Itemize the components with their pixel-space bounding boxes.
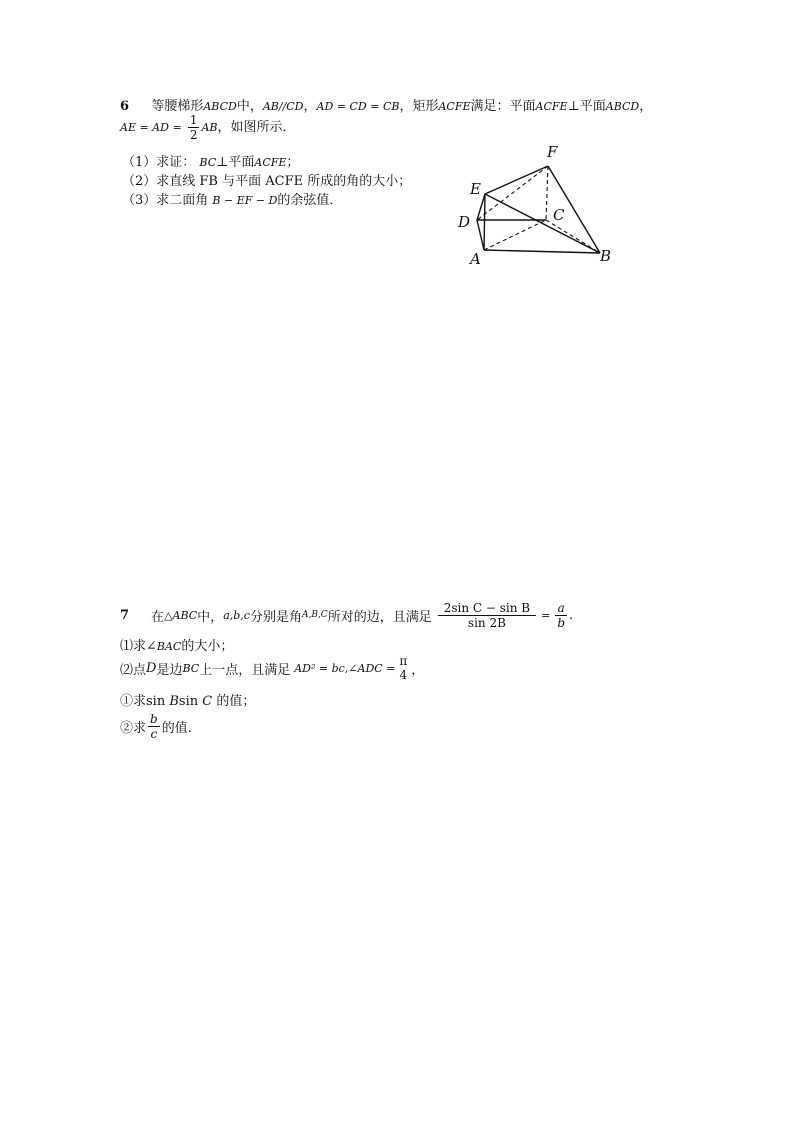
q7-math: B [169,694,179,709]
q6-part2 [122,170,411,189]
q7-pi-fraction [397,654,409,682]
q6-text: ⊥平面 [216,155,255,170]
q6-text: ， [639,99,653,114]
q6-text: （3）求二面角 [122,193,209,208]
q7-period: . [569,607,574,623]
edge-CB-hidden [546,220,600,253]
q7-text: ⑴求∠ [120,639,157,654]
label-C: C [553,206,565,224]
q6-math: ACFE [254,156,287,169]
q6-line2 [120,113,296,142]
q6-part1 [122,151,299,170]
q7-math: A,B,C [301,610,328,620]
q7-frac-num: 2sin C − sin B [438,601,536,616]
q7-pi-num: π [399,654,408,668]
q6-fraction-half [188,113,200,142]
q6-text: （2）求直线 FB 与平面 ACFE 所成的角的大小； [122,174,412,189]
edge-FC-hidden [546,166,548,220]
q6-part3 [122,189,342,208]
q7-text: 上一点，且满足 [199,662,291,678]
q6-text: （1）求证： [122,155,196,170]
q6-math: ACFE [535,100,568,113]
q6-math: AB [201,121,218,134]
q7-text: 在 [151,609,165,625]
label-A: A [470,250,481,268]
q6-math: AD = CD = CB [316,100,400,113]
q6-math: AE = AD = [120,121,182,134]
q7-bc-fraction [148,712,160,741]
q7-bc-den: c [150,726,158,741]
q7-ratio-num: a [555,601,567,616]
q7-text: 的值； [216,694,256,709]
q6-text: ； [286,155,300,170]
q7-math: BC [182,661,200,675]
q7-math: C [202,694,213,709]
q7-text: 所对的边，且满足 [327,609,432,625]
label-B: B [600,247,612,265]
q7-bc-num: b [150,711,158,726]
q7-math: △ABC [164,608,198,622]
q7-text: 分别是角 [249,609,302,625]
q6-line1 [120,95,652,114]
q7-main-fraction [438,601,536,630]
q6-text: 的余弦值． [277,193,343,208]
q7-text: ⑵点 [120,662,147,678]
q6-text: 中， [236,99,263,114]
q7-sub2 [120,706,192,746]
q6-text: 等腰梯形 [151,99,204,114]
q7-text: ①求sin [120,694,166,709]
q7-pi-den: 4 [399,668,408,682]
q7-ratio-fraction [555,601,567,630]
label-E: E [470,180,481,198]
q7-frac-den: sin 2B [467,615,506,630]
q6-frac-den: 2 [189,128,198,142]
q6-frac-num: 1 [189,113,198,127]
q6-number: 6 [120,99,130,114]
q7-text: 中， [197,609,224,625]
q7-part2 [120,648,424,688]
q6-math: ACFE [438,100,471,113]
q6-text: 满足：平面 [470,99,536,114]
q6-math: ABCD [605,100,640,113]
q7-text: ②求 [120,720,147,736]
edge-DA [477,220,484,250]
q7-text: ， [411,662,425,678]
edge-EF [485,166,548,194]
q7-equals: = [541,608,551,622]
q7-math: a,b,c [223,608,250,622]
q7-text: 的值. [161,720,192,736]
q7-math: AD² = bc,∠ADC = [294,661,396,675]
q7-number: 7 [120,607,130,623]
q7-text: sin [178,694,199,709]
q6-text: ，如图所示． [217,120,296,135]
edge-EA [484,194,485,250]
q7-math: D [146,660,157,676]
label-F: F [547,143,558,161]
q6-text: ，矩形 [399,99,439,114]
label-D: D [458,213,471,231]
q7-line1 [120,595,573,635]
q6-math: ABCD [203,100,237,113]
q6-math: BC [199,156,217,169]
q6-text: ， [303,99,317,114]
q7-text: 的大小； [181,639,234,654]
q7-text: 是边 [156,662,183,678]
q7-math: BAC [156,640,182,653]
edge-AB [484,250,600,253]
q7-ratio-den: b [557,615,566,630]
q6-math: AB//CD [262,100,304,113]
geometry-figure [450,138,630,273]
edge-AC-hidden [484,220,546,250]
q6-text: ⊥平面 [567,99,606,114]
q6-math: B − EF − D [212,194,278,207]
